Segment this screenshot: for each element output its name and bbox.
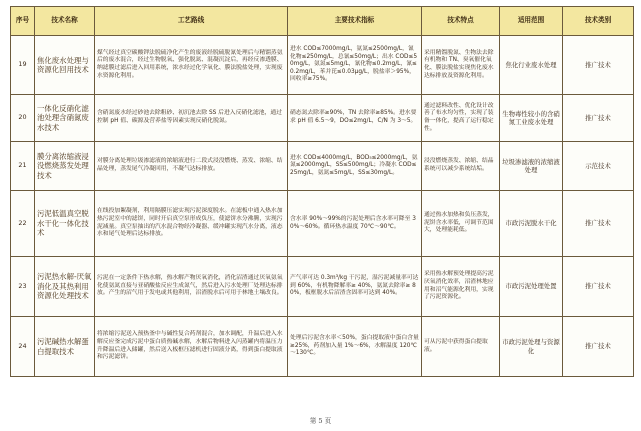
table-row: [11, 36, 634, 95]
header-route: 工艺路线: [95, 7, 288, 36]
header-row: [11, 7, 634, 36]
header-features: 技术特点: [422, 7, 500, 36]
row-name: 焦化废水处理与资源化回用技术: [35, 36, 95, 95]
row-scope: 市政污泥处理处置: [500, 257, 563, 317]
row-route: 在线投加絮凝剂，利用隔膜压滤实现污泥深度脱水。在滤板中通入热水加热污泥室中的滤饼，同时开启真空泵形成负压，使滤饼水分沸腾，实现污泥减量。真空泵抽出的汽水混合物经冷凝器、缓冲罐实现汽水分离，液态水和尾气处理后达标排放。: [95, 191, 288, 257]
row-scope: 焦化行业废水处理: [500, 36, 563, 95]
page-number: 第 5 页: [309, 417, 332, 425]
row-seq: 24: [11, 317, 35, 377]
row-category: 推广技术: [563, 191, 634, 257]
row-scope: 市政污泥处理与资源化: [500, 317, 563, 377]
row-features: 浸没燃烧蒸发、浓缩、结晶系统可以减少系统结垢。: [422, 142, 500, 191]
row-route: 含硝氮废水经过砂池去除粗砂、初沉池去除 SS 后进入反硝化滤池，通过控制 pH 值、碳源及营养盐等因素实现反硝化脱氮。: [95, 95, 288, 142]
row-category: 推广技术: [563, 317, 634, 377]
row-name: 污泥低温真空脱水干化一体化技术: [35, 191, 95, 257]
row-route: 煤气经过真空碳酸钾法脱硫净化产生的废液经脱硫脱氰处理后与精馏蒸氨后的废水混合，经过生物脱氧、强化脱氮、混凝沉淀后，再经反渗透膜、纳滤膜过滤后进入回用系统，浓水经过化学氧化、膜法脱盐处理，实现废水资源化利用。: [95, 36, 288, 95]
row-features: 采用热水解预处理提高污泥厌氧消化效率，沼渣林地应用和沼气能源化利用，实现了污泥资源化。: [422, 257, 500, 317]
row-indicators: 硝态氮去除率≥90%，TN 去除率≥85%。进水要求 pH 值 6.5～9，DO≤2mg/L，C/N 为 3～5。: [288, 95, 422, 142]
row-route: 污泥在一定条件下热水解，热水解产物厌氧消化，消化沼渣通过厌氧氨氧化使氨氮直接与亚硝酸盐反应生成氮气，然后进入污水处理厂处理达标排放。产生的沼气用于发电或其他利用，沼渣脱水后可用于林地土壤改良。: [95, 257, 288, 317]
row-category: 推广技术: [563, 95, 634, 142]
row-indicators: 进水 COD≤4000mg/L，BOD₅≤2000mg/L，氨氮≤2000mg/L，SS≤500mg/L；冷凝水 COD≤25mg/L，氨氮≤5mg/L，SS≤30mg/L。: [288, 142, 422, 191]
row-category: 推广技术: [563, 257, 634, 317]
header-name: 技术名称: [35, 7, 95, 36]
row-seq: 22: [11, 191, 35, 257]
technology-table: [10, 6, 634, 377]
row-indicators: 含水率 90%～99%的污泥处理后含水率可降至 30%～60%。循环热水温度 70℃～90℃。: [288, 191, 422, 257]
row-features: 通过滤料改性、优化设计改善了布水均匀性，实现了装备一体化，提高了运行稳定性。: [422, 95, 500, 142]
row-features: 可从污泥中获得蛋白提取液。: [422, 317, 500, 377]
header-indicators: 主要技术指标: [288, 7, 422, 36]
table-row: [11, 317, 634, 377]
row-category: 推广技术: [563, 36, 634, 95]
row-name: 污泥热水解-厌氧消化及其热利用资源化处理技术: [35, 257, 95, 317]
row-name: 膜分离浓缩液浸没燃烧蒸发处理技术: [35, 142, 95, 191]
row-route: 对膜分离处理垃圾渗滤液的浓缩液进行二段式浸没燃烧、蒸发、浓缩、结晶处理，蒸发尾气冷凝回用，不凝气达标排放。: [95, 142, 288, 191]
row-features: 采用精馏脱氮、生物法去除有机物和 TN、臭氧催化氧化、膜法脱盐实现焦化废水达标排放及资源化利用。: [422, 36, 500, 95]
row-scope: 市政污泥脱水干化: [500, 191, 563, 257]
row-indicators: 处理后污泥含水率＜50%，蛋白提取液中蛋白含量≥25%，药剂加入量 1%～6%，水解温度 120℃～130℃。: [288, 317, 422, 377]
row-name: 一体化反硝化滤池处理含硝氮废水技术: [35, 95, 95, 142]
table-row: [11, 257, 634, 317]
row-seq: 23: [11, 257, 35, 317]
row-seq: 19: [11, 36, 35, 95]
header-seq: 序号: [11, 7, 35, 36]
header-category: 技术类别: [563, 7, 634, 36]
row-indicators: 产气率可达 0.3m³/kg 干污泥，湿污泥减量率可达到 60%，有机物降解率≥ 40%，氨氮去除率≥ 80%，板框脱水后沼渣含固率可达到 40%。: [288, 257, 422, 317]
row-seq: 20: [11, 95, 35, 142]
row-scope: 垃圾渗滤液的浓缩液处理: [500, 142, 563, 191]
row-route: 将浓缩污泥送入预热釜中与碱性复合药剂混合，加水调配，升温后进入水解反应釜完成污泥中蛋白质热碱水解，水解后物料进入闪蒸罐内将温压力升降温后进入储罐，然后送入板框压滤机进行固液分离，得到蛋白提取液和污泥滤饼。: [95, 317, 288, 377]
row-scope: 生物毒性较小的含硝氮工业废水处理: [500, 95, 563, 142]
row-indicators: 进水 COD≤7000mg/L，氨氮≤2500mg/L，氰化物≤250mg/L，总氰≤50mg/L；出水 COD≤50mg/L，氨氮≤5mg/L，氰化物≤0.2mg/L，氰≤0.2mg/L，苯并芘≤0.03μg/L，脱盐率＞95%，回收率≥75%。: [288, 36, 422, 95]
row-seq: 21: [11, 142, 35, 191]
row-category: 示范技术: [563, 142, 634, 191]
row-features: 通过热水加热和负压蒸发，泥饼含水率低，可调节范围大，处理能耗低。: [422, 191, 500, 257]
table-row: [11, 191, 634, 257]
row-name: 污泥碱热水解蛋白提取技术: [35, 317, 95, 377]
table-row: [11, 142, 634, 191]
header-scope: 适用范围: [500, 7, 563, 36]
table-row: [11, 95, 634, 142]
